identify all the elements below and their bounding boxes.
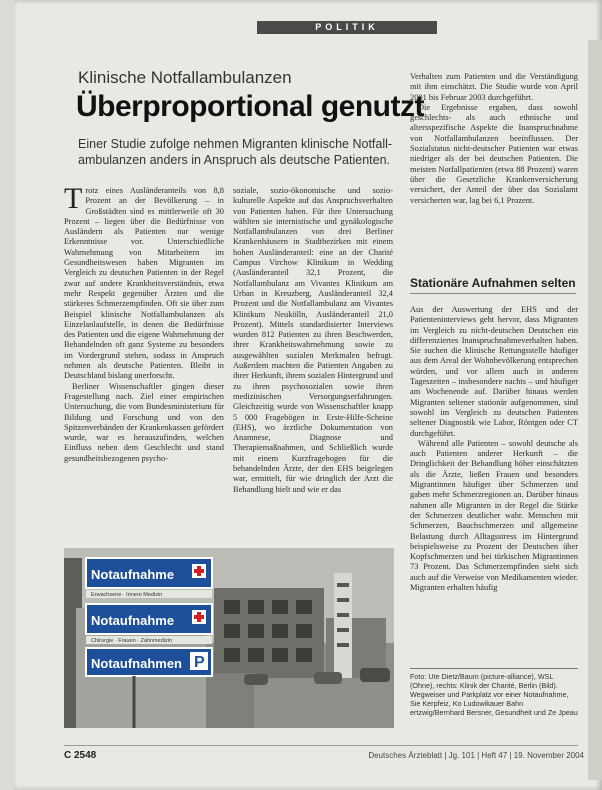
hospital-photo [64, 548, 394, 728]
photo-caption: Foto: Ute Dietz/Baum (picture-alliance), WSL (Ohne), rechts: Klinik der Charité, Berlin (Bild). Wegweiser und Parkplatz vor einer Notaufnahme, Sie Kerpfeiz, Ko Ludowikauer Bahn ertzwig/Bernhard Bersner, Gesundheit und Ze Jpeau [410, 672, 578, 717]
paragraph: Aus der Auswertung der EHS und der Patienteninterviews geht hervor, dass Migranten im Vergleich zu nicht-deutschen Deutschen ein differenziertes Inanspruchnahmeverhalten haben. Sie suchen die klinische Rettungsstelle häufiger aus dem Areal der Wohnbevölkerung entsprechen würden, und vor allem auch in anderen Tageszeiten – insbesondere nachts – und häufiger am Wochenende auf. Darüber hinaus werden Migranten seltener stationär aufgenommen, sind sowohl im Vergleich zu deutschen Patienten seltener Diagnostik wie Labor, Röntgen oder CT durchgeführt. [410, 305, 578, 438]
sign-1-sublabel: Erwachsene · Innere Medizin [91, 592, 163, 598]
subhead-rule [410, 293, 576, 294]
article-headline: Überproportional genutzt [76, 90, 424, 123]
journal-citation: Deutsches Ärzteblatt | Jg. 101 | Heft 47 | 19. November 2004 [368, 751, 584, 760]
paragraph: Während alle Patienten – sowohl deutsche als auch Patienten anderer Herkunft – die Dringlichkeit der Behandlung höher einschätzten als die Ärzte, ließen Frauen und besonders Migrantinnen häufiger über Schmerzen und gaben mehr Schmerzregionen an. Darüber hinaus nahmen alle Migranten in der Regel die Stärke der Schmerzen deutlicher wahr. Menschen mit Schmerzen, Bauchschmerzen und allgemeine Belastung durch Alltagsstress im Hintergrund beispielsweise zu Prozent der Deutschen über Kopfschmerzen und bei türkischen Migrantinnen 73 Prozent. Das Schmerzempfinden sieht sich auch auf die Verweise von Medikamenten wieder. Migranten erhalten häufig [410, 438, 578, 593]
article-kicker: Klinische Notfallambulanzen [78, 68, 292, 87]
facing-page-edge [588, 40, 602, 780]
text-column-1 [64, 186, 224, 544]
sign-2-label: Notaufnahme [91, 613, 175, 628]
paragraph: Verhalten zum Patienten und die Verständigung mit ihm einschätzt. Die Studie wurde von April 2001 bis Februar 2003 durchgeführt. [410, 72, 578, 102]
article-lead: Einer Studie zufolge nehmen Migranten klinische Notfall-ambulanzen anders in Anspruch als deutsche Patienten. [78, 137, 393, 167]
svg-text:P: P [194, 654, 205, 671]
text-column-3-top [410, 72, 578, 294]
photo-illustration [64, 548, 394, 728]
sign-2-sublabel: Chirurgie · Frauen · Zahnmedizin [91, 638, 173, 644]
paragraph: Berliner Wissenschaftler gingen dieser Fragestellung nach. Ziel einer empirischen Untersuchung, die vom Bundesministerium für Bildung und Forschung und von den Spitzenverbänden der Krankenkassen gefördert wurde, war es herauszufinden, welchen Einfluss neben dem Geschlecht und stand gesundheitsbezogenen psycho- [64, 381, 224, 463]
paragraph: soziale, sozio-ökonomische und sozio-kulturelle Aspekte auf das Anspruchsverhalten von Patienten haben. Für ihre Untersuchung wählten sie internistische und gynäkologische Notfallambulanzen von drei Berliner Krankenhäusern in Stadtbezirken mit einem hohen Ausländeranteil: eine an der Charité Campus Virchow Klinikum in Wedding (Ausländeranteil 32,1 Prozent, die Notfallambulanz am Vivantes Klinikum am Urban in Kreuzberg, Ausländeranteil 32,4 Prozent und die Notfallambulanz am Vivantes Klinikum Neukölln, Ausländeranteil 21,0 Prozent). Mittels standardisierter Interviews wurden 812 Patienten zu ihren Beschwerden, ihrer Krankheitswahrnehmung sowie zu ausgewählten sozialen Merkmalen befragt. Außerdem machten die Patienten Angaben zu ihrer Herkunft, ihrem sozialen Hintergrund und zu ihren psychosozialen sowie ihren medizinischen Versorgungserfahrungen. Gleichzeitig wurde von Wissenschaftler knapp 5 000 Fragebögen in Erste-Hilfe-Scheine (EHS), wo ärztliche Dokumentation von Anamnese, Diagnose und Therapiemaßnahmen, und Schließlich wurde mit einem Kurzfragebogen für die behandelnden Ärzte, der den EHS beigelegen war, ermittelt, für wie dringlich der Arzt die Behandlung hielt und wie er das [233, 186, 393, 494]
footer-rule [64, 745, 578, 746]
sign-3-label: Notaufnahmen [91, 656, 182, 671]
text-column-3-bottom [410, 305, 578, 665]
paragraph: Trotz eines Ausländeranteils von 8,8 Prozent an der Bevölkerung – in Großstädten sind es mittlerweile oft 30 Prozent – liegen über die Bedürfnisse von Ausländern als Patienten nur wenige Erkenntnisse vor. Unterschiedliche Wahrnehmung von Mitarbeitern im Gesundheitswesen haben Migranten im Vergleich zu deutschen Patienten in der Regel zwar auf andere Krankheitsverständnis, etwa mehr Respekt gegenüber Ärzten und die stärkeres Schmerzempfinden. Oft sie über zum Beispiel klinische Notfallambulanzen als Einzelanlaufstelle, in denen die Bedürfnisse des Patienten und die eigene Wahrnehmung der Behandelnden oft ganz Systeme zu besonders im Vordergrund stehen, sodass in Anspruch nehmen als deutsche Patienten. Bleibt in Deutschland bislang unerforscht. [64, 186, 224, 381]
page-number: C 2548 [64, 750, 97, 761]
paragraph: Die Ergebnisse ergaben, dass sowohl geschlechts- als auch ethnische und altersspezifische Aspekte die Inanspruchnahme von Notfallambulanzen beeinflussen. Der Sozialstatus nicht-deutscher Patienten war etwas niedriger als der bei deutschen Patienten. Die meisten Notfallpatienten (etwa 88 Prozent) waren über die Gesetzliche Krankenversicherung versichert, der Anteil der über das Sozialamt versicherten war, lag bei 6,1 Prozent. [410, 102, 578, 205]
sign-1-label: Notaufnahme [91, 567, 175, 582]
drop-cap: T [64, 186, 83, 215]
section-rubric: POLITIK [257, 21, 437, 34]
section-subhead: Stationäre Aufnahmen selten [410, 276, 576, 290]
text-column-2 [233, 186, 393, 544]
caption-rule [410, 668, 578, 669]
